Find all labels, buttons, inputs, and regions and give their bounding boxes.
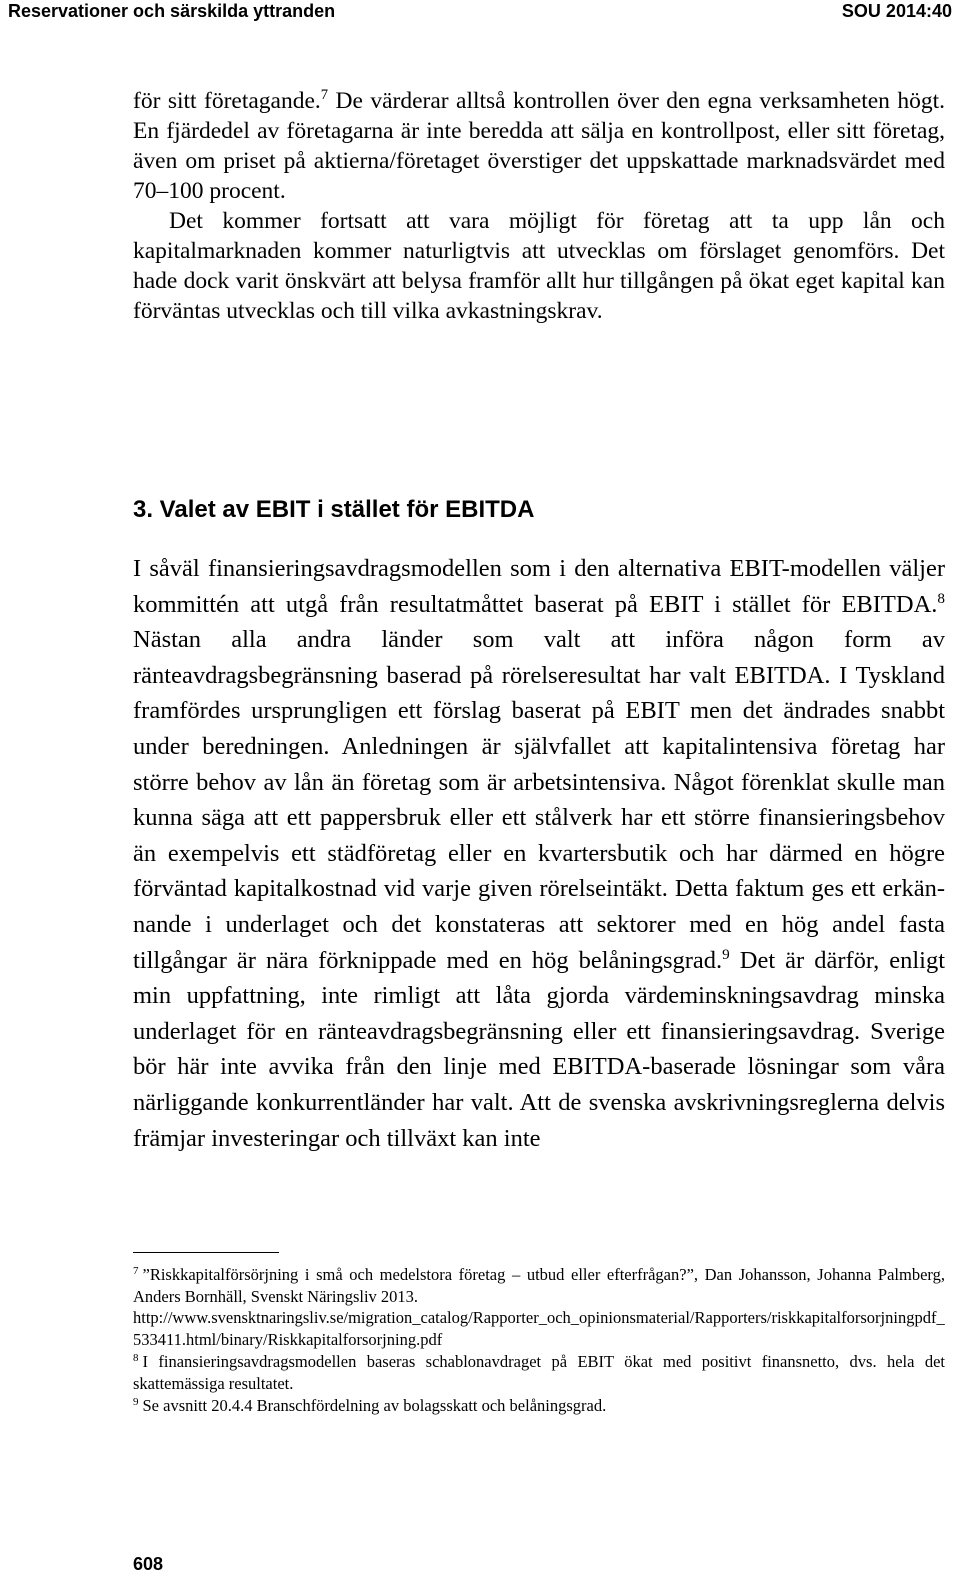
section-text (133, 551, 945, 1156)
running-header (0, 0, 960, 30)
footnote-number: 8 (133, 1351, 139, 1364)
paragraph-text: Det är därför, enligt min uppfattning, inte rimligt att låta gjorda värdeminskningsavdrag minska underlaget för en ränteavdragsbegränsning eller ett finansieringsavdrag. Sverige bör här inte avvika från den linje med EBITDA-baserade lösningar som våra närliggande konkurrentländer har valt. Att de svenska avskrivningsreglerna delvis främjar investeringar och tillväxt kan inte (133, 946, 945, 1152)
footnote-separator (133, 1252, 279, 1253)
footnote-ref[interactable]: 8 (937, 589, 945, 607)
header-chapter-title: Reservationer och särskilda yttranden (8, 1, 336, 21)
paragraph (133, 551, 945, 1156)
footnote (133, 1264, 945, 1350)
footnotes (133, 1264, 945, 1418)
footnote-number: 7 (133, 1264, 139, 1277)
paragraph: Det kommer fortsatt att vara möjligt för företag att ta upp lån och kapitalmarknaden kommer naturligtvis att utvecklas om förslaget genomförs. Det hade dock varit önskvärt att belysa framför allt hur tillgången på ökat eget kapital kan förväntas utvecklas och till vilka avkastningskrav. (133, 208, 945, 324)
footnote (133, 1351, 945, 1394)
footnote-ref[interactable]: 9 (722, 945, 730, 963)
footnote-text: I finansieringsavdragsmodellen baseras schablonavdraget på EBIT ökat med positivt finansnetto, dvs. hela det skattemässiga resultatet. (133, 1352, 945, 1393)
footnote-number: 9 (133, 1395, 139, 1408)
footnote (133, 1395, 945, 1417)
page-number: 608 (133, 1554, 164, 1574)
header-report-number: SOU 2014:40 (841, 1, 952, 21)
footnote-link[interactable]: http://www.svensktnaringsliv.se/migration_catalog/Rapporter_och_opinionsmaterial/Rapporters/riskkapitalforsorjningpdf_533411.html/binary/Riskkapitalforsorjning.pdf (133, 1308, 945, 1349)
footnote-ref[interactable]: 7 (320, 87, 329, 104)
section-heading: 3. Valet av EBIT i stället för EBITDA (133, 496, 535, 523)
footnote-text: Se avsnitt 20.4.4 Branschfördelning av bolagsskatt och belåningsgrad. (142, 1396, 607, 1415)
paragraph (133, 86, 945, 206)
paragraph-text: för sitt företagande. (133, 88, 321, 114)
footnote-text: ”Riskkapitalförsörjning i små och medelstora företag – utbud eller efterfrågan?”, Dan Johansson, Johanna Palmberg, Anders Bornhäll, Svenskt Näringsliv 2013. (133, 1265, 945, 1306)
intro-text (133, 86, 945, 326)
paragraph-text: Nästan alla andra länder som valt att införa någon form av ränteavdragsbegränsning baserad på rörelseresultat har valt EBITDA. I Tyskland framfördes ursprungligen ett förslag baserat på EBIT men det ändrades snabbt under beredningen. Anledningen är självfallet att kapitalintensiva företag har större behov av lån än företag som är arbetsintensiva. Något förenklat skulle man kunna säga att ett pappersbruk eller ett stålverk har ett större finansieringsbehov än exempelvis ett städföretag eller en kvartersbutik och har därmed en högre förväntad kapitalkostnad vid varje given rörelseintäkt. Detta faktum ges ett erkännande i underlaget och det konstateras att sektorer med en hög andel fasta tillgångar är nära förknippade med en hög belåningsgrad. (133, 626, 945, 974)
paragraph-text: De värderar alltså kontrollen över den egna verksamheten högt. En fjärdedel av företagarna är inte beredda att sälja en kontrollpost, eller sitt företag, även om priset på aktierna/företaget överstiger det uppskattade marknadsvärdet med 70–100 procent. (133, 88, 945, 204)
paragraph-text: I såväl finansieringsavdragsmodellen som i den alternativa EBIT-modellen väljer kommittén att utgå från resultatmåttet baserat på EBIT i stället för EBITDA. (133, 555, 945, 618)
